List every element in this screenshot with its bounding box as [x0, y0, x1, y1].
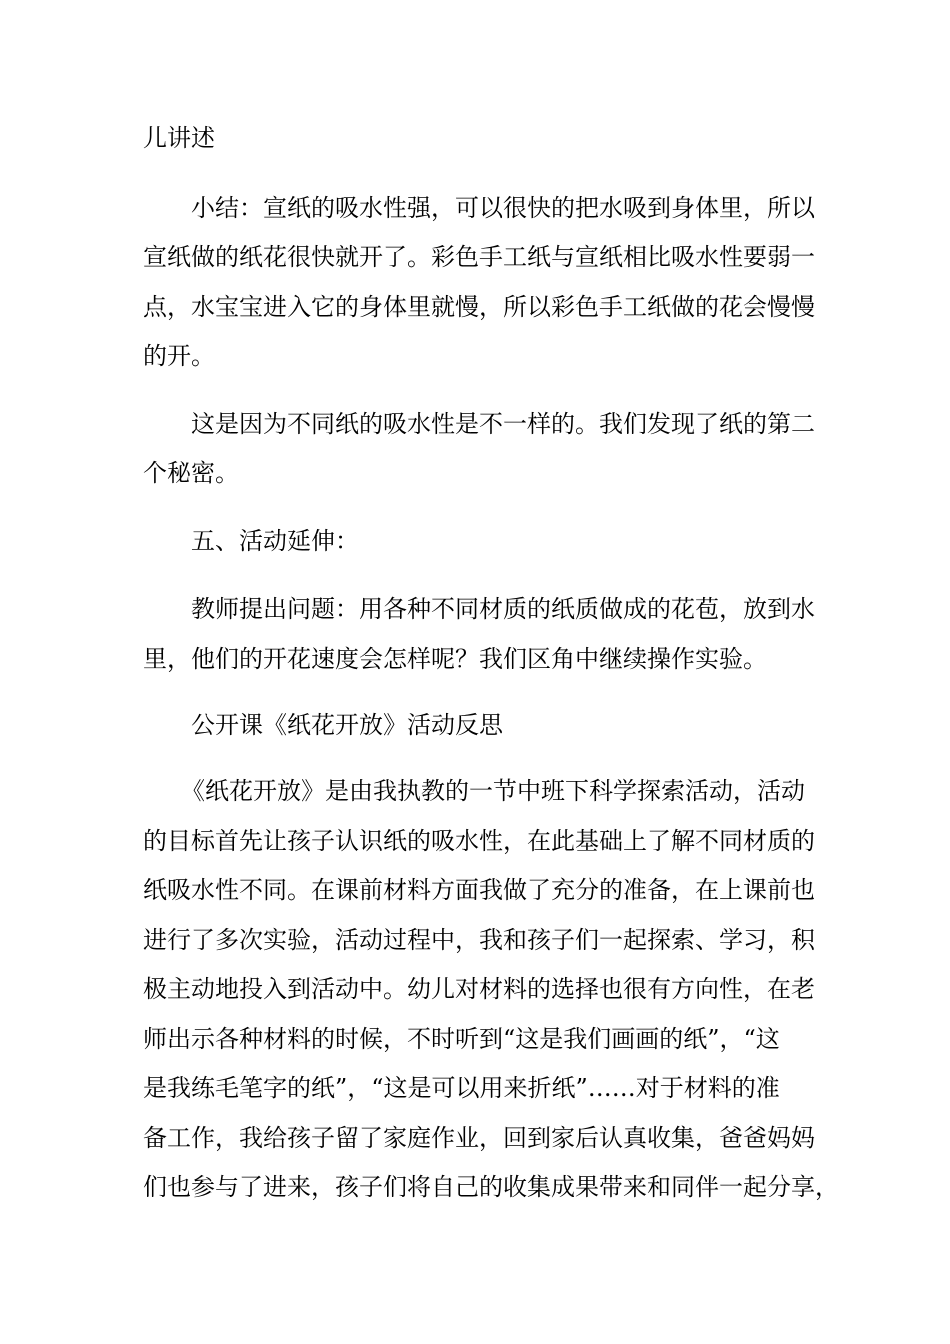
reflection-paragraph-line: 《纸花开放》是由我执教的一节中班下科学探索活动，活动: [181, 777, 805, 805]
reflection-paragraph-line: 极主动地投入到活动中。幼儿对材料的选择也很有方向性，在老: [143, 975, 815, 1003]
reflection-paragraph-line: 师出示各种材料的时候，不时听到“这是我们画画的纸”，“这: [143, 1025, 780, 1053]
paragraph-line: 里，他们的开花速度会怎样呢？我们区角中继续操作实验。: [143, 645, 767, 673]
reflection-paragraph-line: 进行了多次实验，活动过程中，我和孩子们一起探索、学习，积: [143, 926, 815, 954]
reflection-paragraph-line: 是我练毛笔字的纸”，“这是可以用来折纸”……对于材料的准: [143, 1074, 780, 1102]
paragraph-line: 个秘密。: [143, 459, 239, 487]
section-heading: 五、活动延伸：: [191, 527, 359, 555]
reflection-paragraph-line: 的目标首先让孩子认识纸的吸水性，在此基础上了解不同材质的: [143, 827, 815, 855]
reflection-title: 公开课《纸花开放》活动反思: [191, 711, 503, 739]
reflection-paragraph-line: 备工作，我给孩子留了家庭作业，回到家后认真收集，爸爸妈妈: [143, 1124, 815, 1152]
summary-paragraph-line: 小结：宣纸的吸水性强，可以很快的把水吸到身体里，所以: [191, 194, 815, 222]
reflection-paragraph-line: 们也参与了进来，孩子们将自己的收集成果带来和同伴一起分享，: [143, 1173, 839, 1201]
summary-paragraph-line: 的开。: [143, 342, 215, 370]
text-line: 儿讲述: [143, 124, 215, 152]
summary-paragraph-line: 宣纸做的纸花很快就开了。彩色手工纸与宣纸相比吸水性要弱一: [143, 243, 815, 271]
summary-paragraph-line: 点，水宝宝进入它的身体里就慢，所以彩色手工纸做的花会慢慢: [143, 293, 815, 321]
paragraph-line: 教师提出问题：用各种不同材质的纸质做成的花苞，放到水: [191, 595, 815, 623]
reflection-paragraph-line: 纸吸水性不同。在课前材料方面我做了充分的准备，在上课前也: [143, 876, 815, 904]
paragraph-line: 这是因为不同纸的吸水性是不一样的。我们发现了纸的第二: [191, 410, 815, 438]
